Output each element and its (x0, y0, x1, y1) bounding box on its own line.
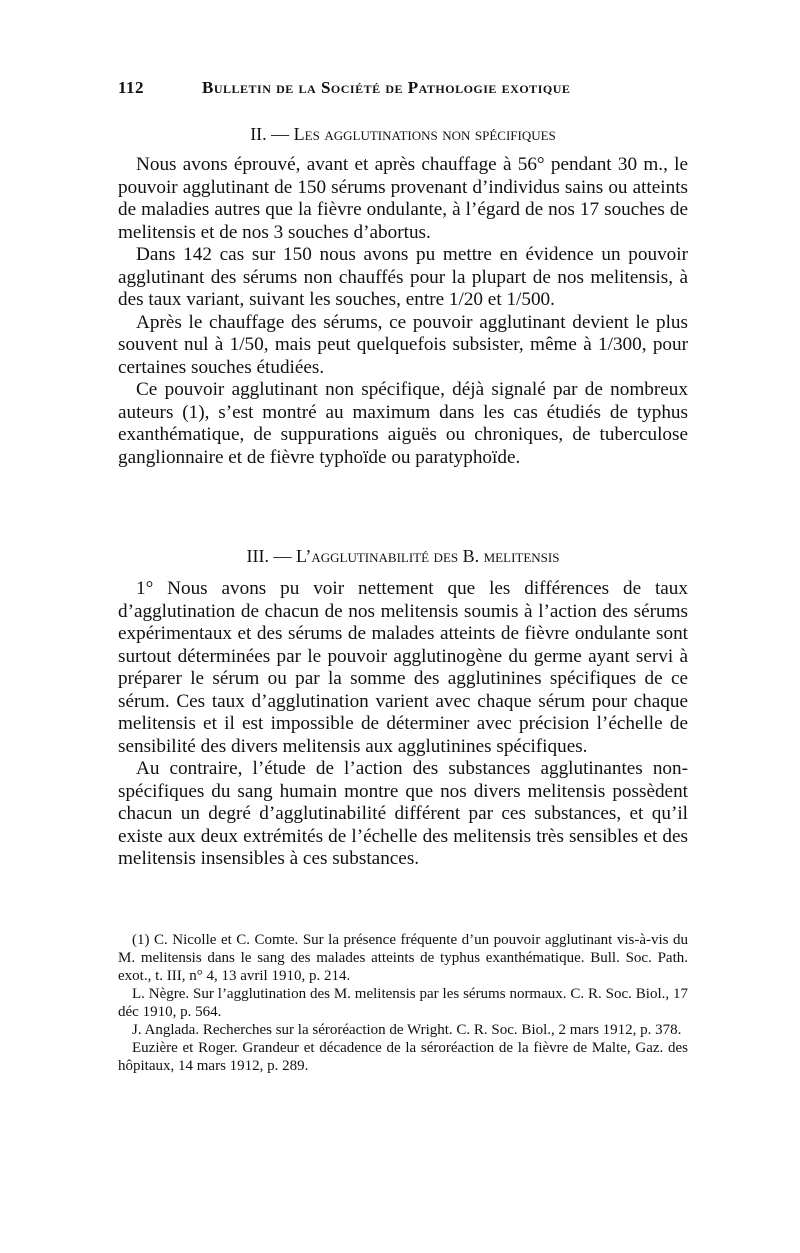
running-head (118, 78, 688, 98)
running-title: Bulletin de la Société de Pathologie exotique (202, 78, 571, 97)
paragraph: Après le chauffage des sérums, ce pouvoir agglutinant devient le plus souvent nul à 1/50, mais peut quelquefois subsister, même à 1/300, pour certaines souches étudiées. (118, 311, 688, 378)
paragraph: 1° Nous avons pu voir nettement que les différences de taux d’agglutination de chacun de nos melitensis soumis à l’action des sérums expérimentaux et des sérums de malades atteints de fièvre ondulante sont surtout déterminées par le pouvoir agglutinogène du germe ayant servi à préparer le sérum ou par la somme des agglutinines spécifiques de ce sérum. Ces taux d’agglutination varient avec chaque sérum pour chaque melitensis et il est impossible de déterminer avec précision l’échelle de sensibilité des divers melitensis aux agglutinines spécifiques. (118, 578, 688, 757)
paragraph: Nous avons éprouvé, avant et après chauffage à 56° pendant 30 m., le pouvoir agglutinant de 150 sérums provenant d’individus sains ou atteints de maladies autres que la fièvre ondulante, à l’égard de nos 17 souches de melitensis et de nos 3 souches d’abortus. (118, 154, 688, 243)
footnote: J. Anglada. Recherches sur la séroréaction de Wright. C. R. Soc. Biol., 2 mars 1912, p. 378. (132, 1022, 682, 1038)
footnote: (1) C. Nicolle et C. Comte. Sur la présence fréquente d’un pouvoir agglutinant vis-à-vis du M. melitensis dans le sang des malades atteints de typhus exanthématique. Bull. Soc. Path. exot., t. III, n° 4, 13 avril 1910, p. 214. (118, 932, 688, 984)
paragraph: Dans 142 cas sur 150 nous avons pu mettre en évidence un pouvoir agglutinant des sérums non chauffés pour la plupart de nos melitensis, à des taux variant, suivant les souches, entre 1/20 et 1/500. (118, 244, 688, 310)
paragraph: Au contraire, l’étude de l’action des substances agglutinantes non-spécifiques du sang humain montre que nos divers melitensis possèdent chacun un degré d’agglutinabilité différent par ces substances, et qu’il existe aux deux extrémités de l’échelle des melitensis très sensibles et des melitensis insensibles à ces substances. (118, 758, 688, 869)
footnotes (118, 931, 688, 1075)
footnote: Euzière et Roger. Grandeur et décadence de la séroréaction de la fièvre de Malte, Gaz. des hôpitaux, 14 mars 1912, p. 289. (118, 1040, 688, 1074)
footnote: L. Nègre. Sur l’agglutination des M. melitensis par les sérums normaux. C. R. Soc. Biol., 17 déc 1910, p. 564. (118, 986, 688, 1020)
section-heading-3: III. — L’agglutinabilité des B. melitensis (246, 546, 560, 566)
section-heading-2: II. — Les agglutinations non spécifiques (250, 124, 556, 144)
paragraph: Ce pouvoir agglutinant non spécifique, déjà signalé par de nombreux auteurs (1), s’est montré au maximum dans les cas étudiés de typhus exanthématique, de suppurations aiguës ou chroniques, de tuberculose ganglionnaire et de fièvre typhoïde ou paratyphoïde. (118, 379, 688, 468)
section-3-body (118, 578, 688, 871)
page-number: 112 (118, 78, 145, 97)
section-2-body (118, 154, 688, 469)
